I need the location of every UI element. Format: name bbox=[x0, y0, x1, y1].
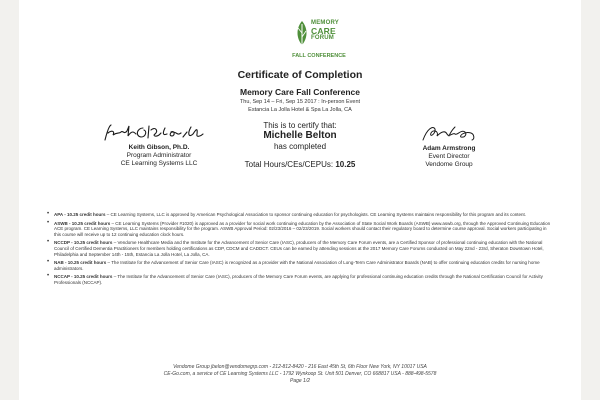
logo-line1: MEMORY bbox=[311, 20, 339, 26]
bullet-icon: • bbox=[47, 219, 50, 226]
accreditation-item bbox=[47, 260, 552, 271]
accreditation-text: – CE Learning Systems (Provider #1020) is approved as a provider for social work continuing education by the Association of State Social Work Boards (ASWB) www.aswb.org, through the Approved Continuing Education ACE program. CE Learning Systems, LLC maintains responsibility for the program. ASWB Approval Period: 02/23/2016 – 02/23/2019. Social workers should contact their regulatory board to determine course approval. Social workers participating in this course will receive up to 12 continuing education clock hours. bbox=[54, 220, 551, 237]
accreditation-item bbox=[47, 240, 552, 257]
accreditation-text: – CE Learning Systems, LLC is approved by American Psychological Association to sponsor continuing education for psychologists. CE Learning Systems maintains responsibility for this program and its content. bbox=[105, 212, 526, 217]
footer-contact-line: Vendome Group jbelon@vendomegrp.com - 212-812-8420 - 216 East 45th St, 6th Floor New York, NY 10017 USA bbox=[173, 364, 427, 370]
certify-text: This is to certify that: bbox=[263, 121, 337, 130]
right-signer-name: Adam Armstrong bbox=[422, 145, 476, 152]
signature-block-left bbox=[89, 122, 229, 168]
recipient-name: Michelle Belton bbox=[263, 130, 337, 141]
hours-value: 10.25 bbox=[335, 160, 356, 169]
event-venue: Estancia La Jolla Hotel & Spa La Jolla, CA bbox=[248, 107, 352, 113]
conference-title: Memory Care Fall Conference bbox=[240, 87, 360, 97]
accreditation-text: – The Institute for the Advancement of Senior Care (IASC), producers of the Memory Care Forum events, are applying for professional continuing education credits through the National Certification Council for Activity Professionals (NCCAP). bbox=[54, 274, 543, 285]
left-signer-org: CE Learning Systems LLC bbox=[120, 160, 198, 167]
accreditation-label: ASWB - 10.25 credit hours bbox=[54, 220, 111, 226]
right-signer-org: Vendome Group bbox=[425, 161, 473, 168]
footer-provider-line: CE-Go.com, a service of CE Learning Systems LLC - 1792 Wynkoop St. Unit 501 Denver, CO 668817 USA - 888-498-5578 bbox=[163, 371, 437, 377]
memory-care-forum-logo bbox=[287, 20, 351, 62]
left-signer-role: Program Administrator bbox=[126, 152, 192, 159]
bullet-icon: • bbox=[47, 273, 50, 280]
accreditation-item bbox=[47, 274, 552, 285]
event-dates: Thu, Sep 14 – Fri, Sep 15 2017 : In-person Event bbox=[239, 99, 361, 105]
logo-line3: FORUM bbox=[311, 35, 334, 41]
logo-line2: CARE bbox=[311, 26, 336, 36]
leaf-icon bbox=[295, 20, 309, 46]
accreditation-item bbox=[47, 221, 552, 238]
left-signer-name: Keith Gibson, Ph.D. bbox=[128, 144, 190, 151]
page-footer bbox=[19, 364, 581, 385]
certificate-page bbox=[19, 0, 581, 400]
accreditation-item bbox=[47, 212, 552, 218]
completed-text: has completed bbox=[273, 142, 327, 151]
accreditation-label: NAB - 10.25 credit hours bbox=[54, 260, 107, 266]
accreditation-label: NCCDP - 10.25 credit hours bbox=[54, 240, 113, 246]
handwritten-signature-left bbox=[99, 122, 219, 144]
bullet-icon: • bbox=[47, 211, 50, 217]
bullet-icon: • bbox=[47, 239, 50, 246]
hours-label: Total Hours/CEs/CEPUs: bbox=[244, 160, 336, 169]
accreditation-label: NCCAP - 10.25 credit hours bbox=[54, 274, 113, 280]
logo-wordmark bbox=[311, 20, 339, 42]
signature-block-right bbox=[379, 123, 519, 169]
right-signer-role: Event Director bbox=[428, 153, 470, 160]
accreditation-list bbox=[47, 212, 552, 289]
accreditation-text: – The Institute for the Advancement of Senior Care (IASC) is recognized as a provider with the National Association of Long-Term Care Administrator Boards (NAB) to offer continuing education credits for nursing home administrators. bbox=[54, 260, 540, 271]
accreditation-text: – Vendome Healthcare Media and the Institute for the Advancement of Senior Care (IASC), producers of the Memory Care Forum events, are a Certified Sponsor of professional continuing education with the National Council of Certified Dementia Practitioners for members holding certifications as CDP, CDCM and CADDCT. CEUs can be earned by attending sessions at the 2017 Memory Care Forums conducted on May 22nd - 23rd, Sheraton Downtown Hotel, Philadelphia and September 14th - 15th, Estancia La Jolla Hotel, La Jolla, CA. bbox=[54, 240, 544, 257]
bullet-icon: • bbox=[47, 259, 50, 266]
certificate-title: Certificate of Completion bbox=[237, 69, 363, 81]
page-number: Page 1/2 bbox=[289, 378, 311, 384]
accreditation-label: APA - 10.25 credit hours bbox=[54, 212, 106, 217]
handwritten-signature-right bbox=[409, 123, 489, 145]
logo-subtitle: FALL CONFERENCE bbox=[292, 53, 346, 59]
